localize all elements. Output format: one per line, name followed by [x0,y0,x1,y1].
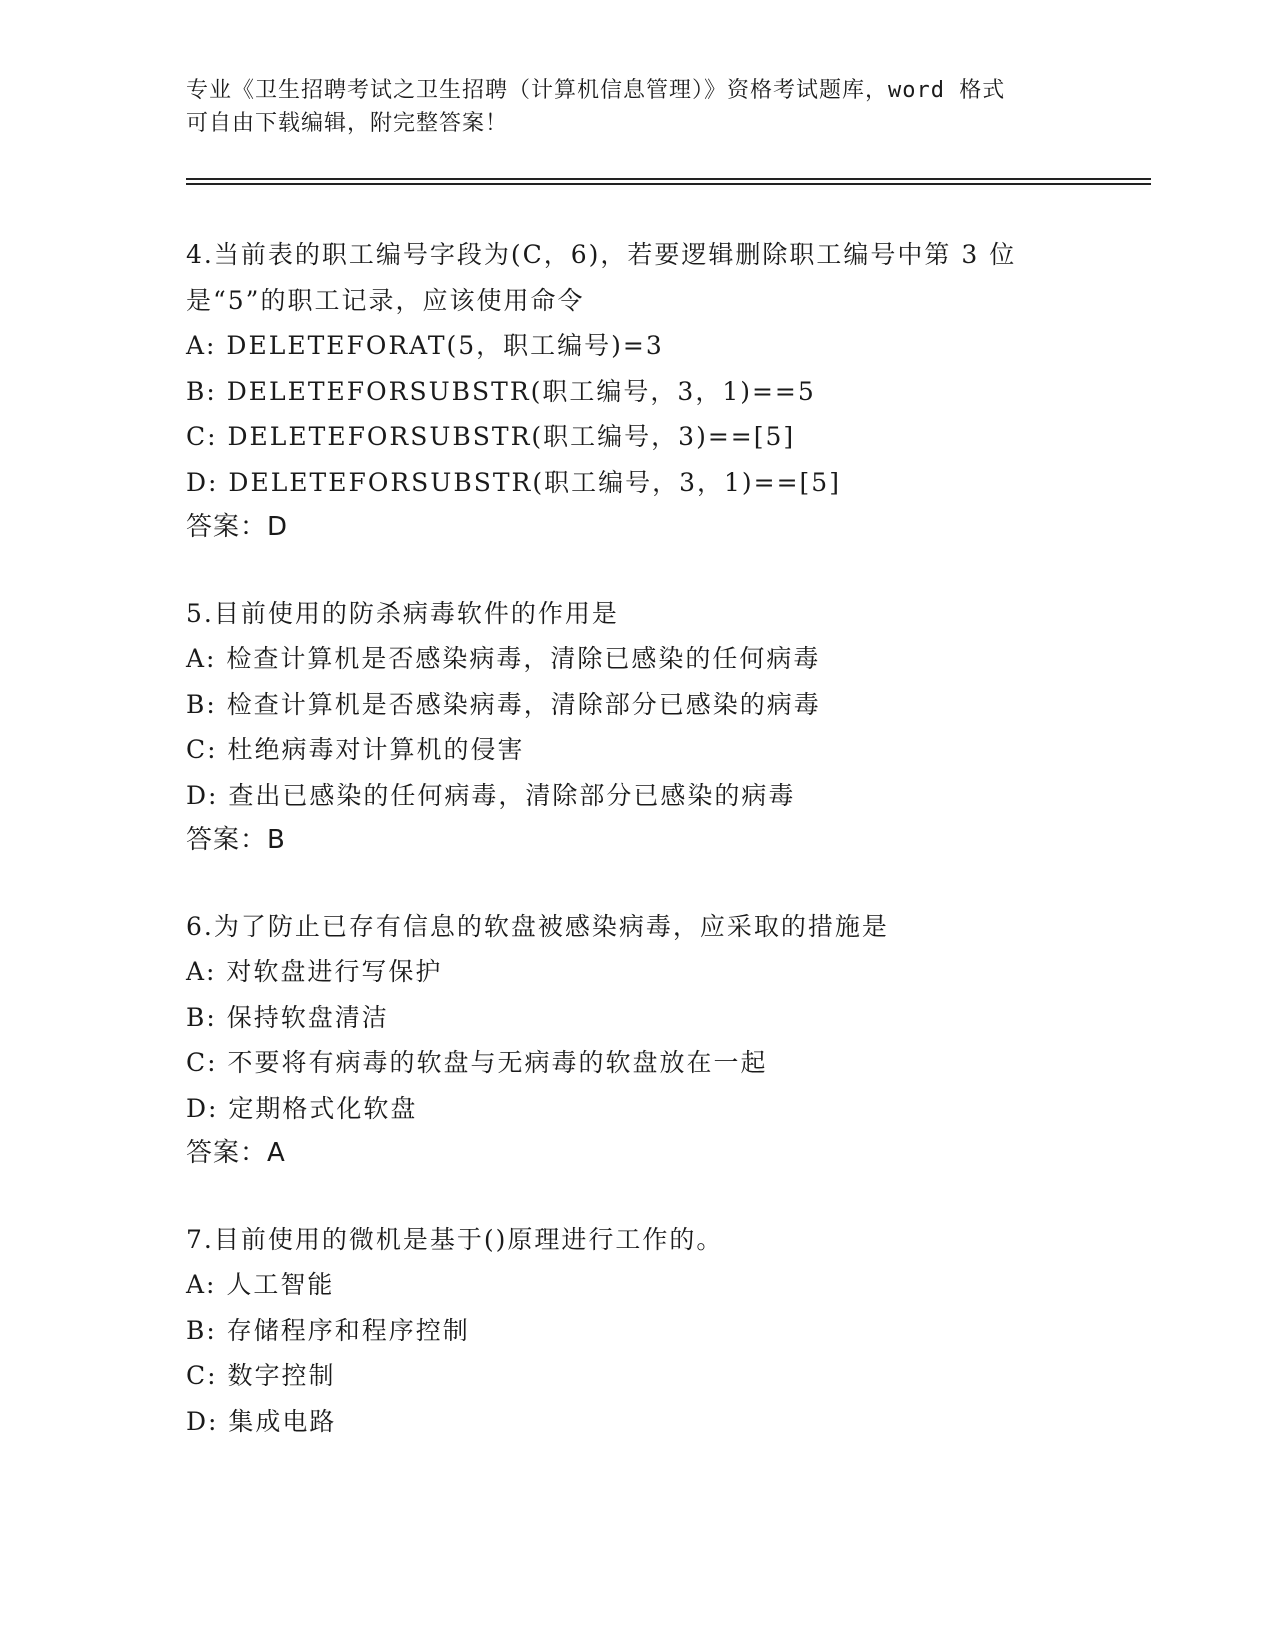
header-divider-top [186,178,1151,180]
option-b: B: 检查计算机是否感染病毒，清除部分已感染的病毒 [186,689,821,719]
question-stem: 6.为了防止已存有信息的软盘被感染病毒，应采取的措施是 [186,911,889,941]
answer-label: 答案：D [186,512,289,542]
option-d: D: 集成电路 [186,1406,337,1436]
header-line-2: 可自由下载编辑，附完整答案！ [186,111,509,136]
option-b: B: DELETEFORSUBSTR(职工编号，3，1)==5 [186,376,816,406]
question-7 [186,1217,1086,1445]
answer-label: 答案：B [186,825,286,855]
question-list [186,232,1086,1484]
option-d: D: DELETEFORSUBSTR(职工编号，3，1)==[5] [186,467,841,497]
question-stem-continued: 是“5”的职工记录，应该使用命令 [186,285,585,315]
option-b: B: 保持软盘清洁 [186,1002,389,1032]
option-a: A: 检查计算机是否感染病毒，清除已感染的任何病毒 [186,644,821,673]
option-c: C: 数字控制 [186,1361,336,1390]
question-5 [186,591,1086,864]
option-a: A: DELETEFORAT(5，职工编号)=3 [186,331,664,360]
question-stem: 4.当前表的职工编号字段为(C，6)，若要逻辑删除职工编号中第 3 位 [186,240,1017,269]
option-a: A: 人工智能 [186,1270,335,1299]
answer-label: 答案：A [186,1138,286,1168]
option-c: C: 不要将有病毒的软盘与无病毒的软盘放在一起 [186,1048,768,1077]
option-d: D: 查出已感染的任何病毒，清除部分已感染的病毒 [186,780,796,810]
option-d: D: 定期格式化软盘 [186,1093,418,1123]
option-c: C: DELETEFORSUBSTR(职工编号，3)==[5] [186,422,796,451]
document-header [186,74,1086,140]
header-line-1: 专业《卫生招聘考试之卫生招聘（计算机信息管理）》资格考试题库，word 格式 [186,78,1006,103]
question-stem: 5.目前使用的防杀病毒软件的作用是 [186,598,619,628]
question-stem: 7.目前使用的微机是基于()原理进行工作的。 [186,1224,724,1254]
question-4 [186,232,1086,551]
header-divider-bottom [186,183,1151,185]
option-b: B: 存储程序和程序控制 [186,1315,470,1345]
option-c: C: 杜绝病毒对计算机的侵害 [186,735,525,764]
option-a: A: 对软盘进行写保护 [186,957,443,986]
question-6 [186,904,1086,1177]
